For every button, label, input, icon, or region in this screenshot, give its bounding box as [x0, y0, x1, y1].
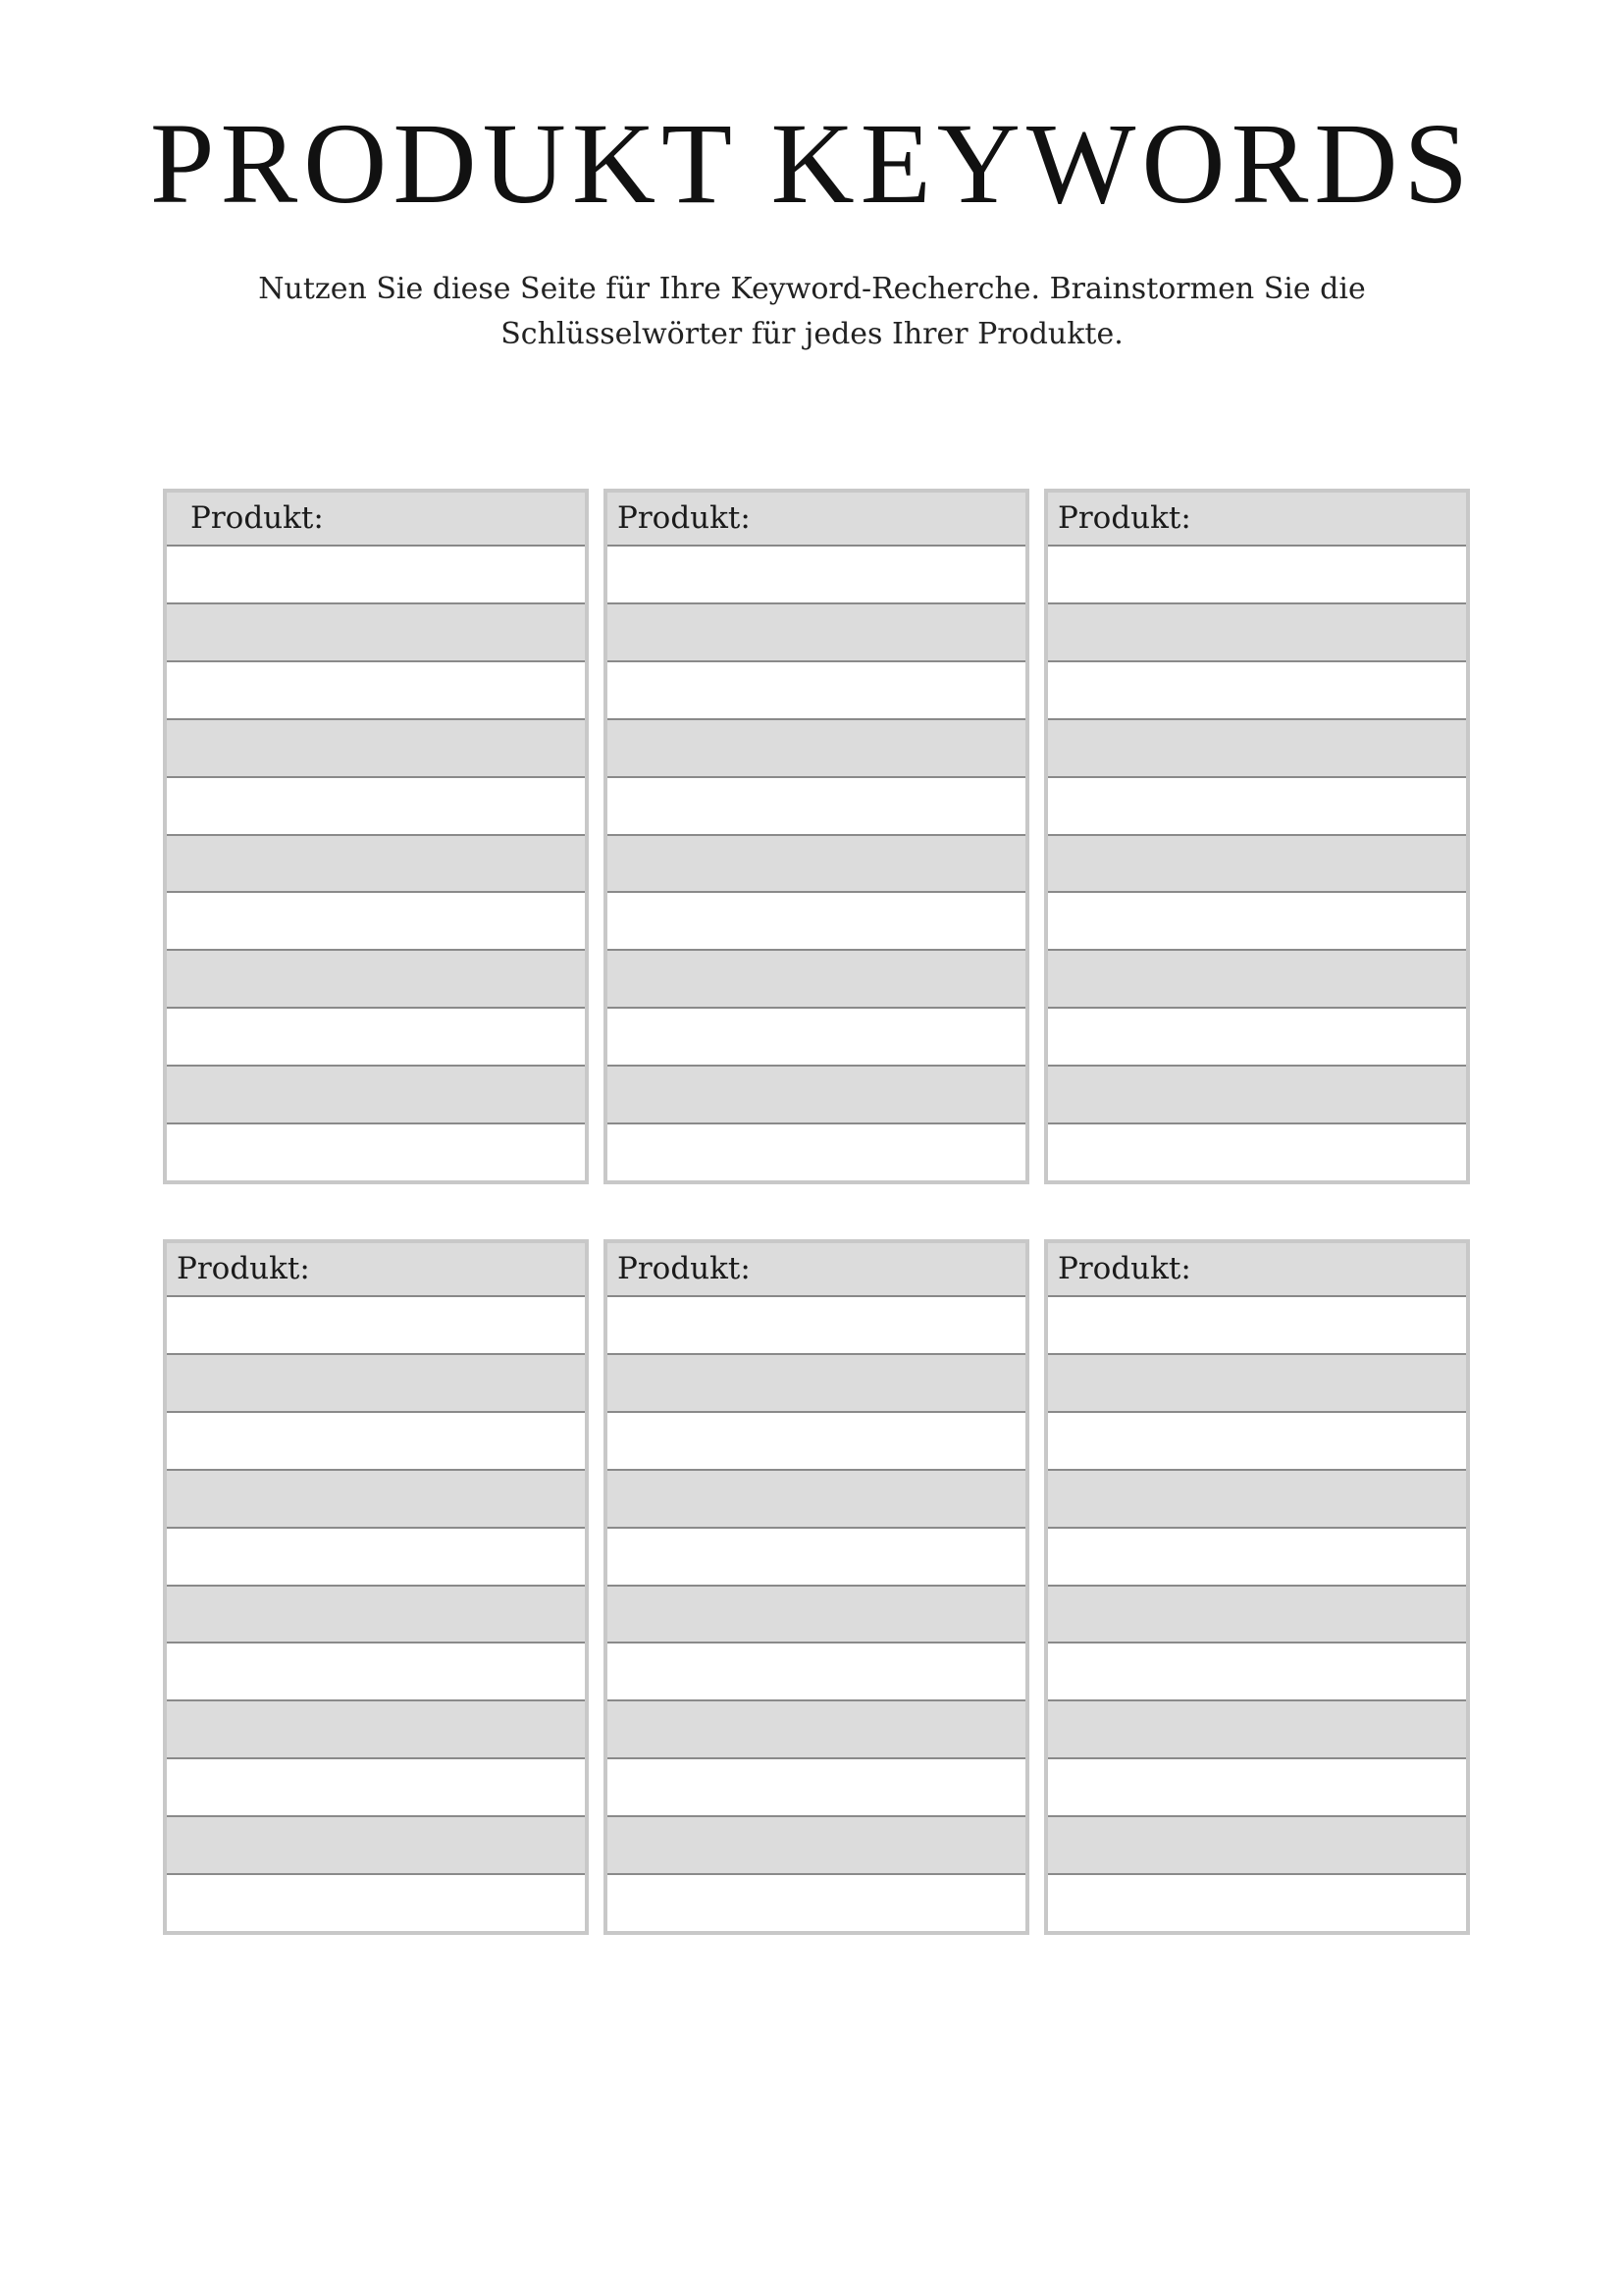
product-box-6 — [1044, 1239, 1470, 1935]
keyword-rows — [1048, 1297, 1466, 1931]
keyword-line[interactable] — [1048, 1471, 1466, 1529]
keyword-line[interactable] — [167, 1644, 585, 1701]
keyword-line[interactable] — [1048, 893, 1466, 951]
keyword-line[interactable] — [167, 1587, 585, 1644]
keyword-line[interactable] — [1048, 1587, 1466, 1644]
keyword-line[interactable] — [607, 1587, 1025, 1644]
keyword-line[interactable] — [167, 1067, 585, 1124]
keyword-line[interactable] — [607, 1297, 1025, 1355]
keyword-line[interactable] — [167, 1471, 585, 1529]
keyword-line[interactable] — [607, 1413, 1025, 1471]
keyword-line[interactable] — [607, 1817, 1025, 1875]
keyword-line[interactable] — [607, 951, 1025, 1009]
product-box-5 — [603, 1239, 1029, 1935]
keyword-line[interactable] — [607, 1759, 1025, 1817]
keyword-rows — [167, 1297, 585, 1931]
keyword-line[interactable] — [607, 547, 1025, 604]
keyword-line[interactable] — [607, 1067, 1025, 1124]
keyword-line[interactable] — [607, 1355, 1025, 1413]
keyword-line[interactable] — [1048, 1124, 1466, 1180]
keyword-line[interactable] — [1048, 836, 1466, 894]
keyword-line[interactable] — [167, 951, 585, 1009]
intro-line-1: Nutzen Sie diese Seite für Ihre Keyword-Recherche. Brainstormen Sie die — [258, 272, 1366, 306]
keyword-line[interactable] — [167, 1701, 585, 1759]
keyword-grid — [163, 489, 1470, 1935]
keyword-line[interactable] — [167, 604, 585, 662]
product-box-3 — [1044, 489, 1470, 1184]
keyword-line[interactable] — [1048, 662, 1466, 720]
product-box-2 — [603, 489, 1029, 1184]
keyword-line[interactable] — [607, 1644, 1025, 1701]
keyword-line[interactable] — [167, 1297, 585, 1355]
intro-line-2: Schlüsselwörter für jedes Ihrer Produkte. — [500, 317, 1124, 351]
keyword-line[interactable] — [607, 1875, 1025, 1931]
keyword-line[interactable] — [1048, 1413, 1466, 1471]
product-label[interactable]: Produkt: — [1048, 493, 1466, 547]
keyword-line[interactable] — [167, 836, 585, 894]
keyword-line[interactable] — [607, 1009, 1025, 1067]
keyword-rows — [167, 547, 585, 1180]
product-label[interactable]: Produkt: — [1048, 1243, 1466, 1297]
keyword-line[interactable] — [1048, 1009, 1466, 1067]
keyword-line[interactable] — [607, 604, 1025, 662]
keyword-line[interactable] — [167, 547, 585, 604]
product-label[interactable]: Produkt: — [607, 1243, 1025, 1297]
keyword-line[interactable] — [167, 1355, 585, 1413]
keyword-line[interactable] — [607, 1124, 1025, 1180]
product-box-4 — [163, 1239, 589, 1935]
keyword-line[interactable] — [167, 893, 585, 951]
keyword-line[interactable] — [167, 1413, 585, 1471]
keyword-line[interactable] — [1048, 604, 1466, 662]
keyword-line[interactable] — [607, 1471, 1025, 1529]
keyword-line[interactable] — [1048, 1067, 1466, 1124]
keyword-rows — [607, 547, 1025, 1180]
keyword-line[interactable] — [1048, 1701, 1466, 1759]
keyword-line[interactable] — [1048, 1297, 1466, 1355]
keyword-line[interactable] — [607, 1701, 1025, 1759]
product-label[interactable]: Produkt: — [607, 493, 1025, 547]
keyword-line[interactable] — [607, 720, 1025, 778]
product-label[interactable]: Produkt: — [167, 1243, 585, 1297]
keyword-line[interactable] — [607, 836, 1025, 894]
keyword-line[interactable] — [167, 1817, 585, 1875]
keyword-line[interactable] — [1048, 720, 1466, 778]
keyword-rows — [1048, 547, 1466, 1180]
keyword-line[interactable] — [167, 1875, 585, 1931]
product-label[interactable]: Produkt: — [167, 493, 585, 547]
keyword-line[interactable] — [167, 1529, 585, 1587]
keyword-line[interactable] — [607, 662, 1025, 720]
keyword-line[interactable] — [1048, 951, 1466, 1009]
keyword-line[interactable] — [1048, 1875, 1466, 1931]
keyword-line[interactable] — [1048, 1529, 1466, 1587]
keyword-line[interactable] — [1048, 778, 1466, 836]
keyword-line[interactable] — [167, 778, 585, 836]
keyword-line[interactable] — [1048, 1355, 1466, 1413]
intro-text — [196, 267, 1428, 357]
keyword-line[interactable] — [607, 893, 1025, 951]
keyword-line[interactable] — [607, 778, 1025, 836]
keyword-rows — [607, 1297, 1025, 1931]
keyword-line[interactable] — [1048, 1759, 1466, 1817]
keyword-line[interactable] — [1048, 547, 1466, 604]
keyword-line[interactable] — [167, 1124, 585, 1180]
keyword-line[interactable] — [167, 1009, 585, 1067]
keyword-line[interactable] — [1048, 1644, 1466, 1701]
keyword-line[interactable] — [607, 1529, 1025, 1587]
page-title: PRODUKT KEYWORDS — [149, 99, 1475, 228]
keyword-line[interactable] — [167, 720, 585, 778]
product-box-1 — [163, 489, 589, 1184]
keyword-line[interactable] — [1048, 1817, 1466, 1875]
keyword-line[interactable] — [167, 1759, 585, 1817]
keyword-line[interactable] — [167, 662, 585, 720]
